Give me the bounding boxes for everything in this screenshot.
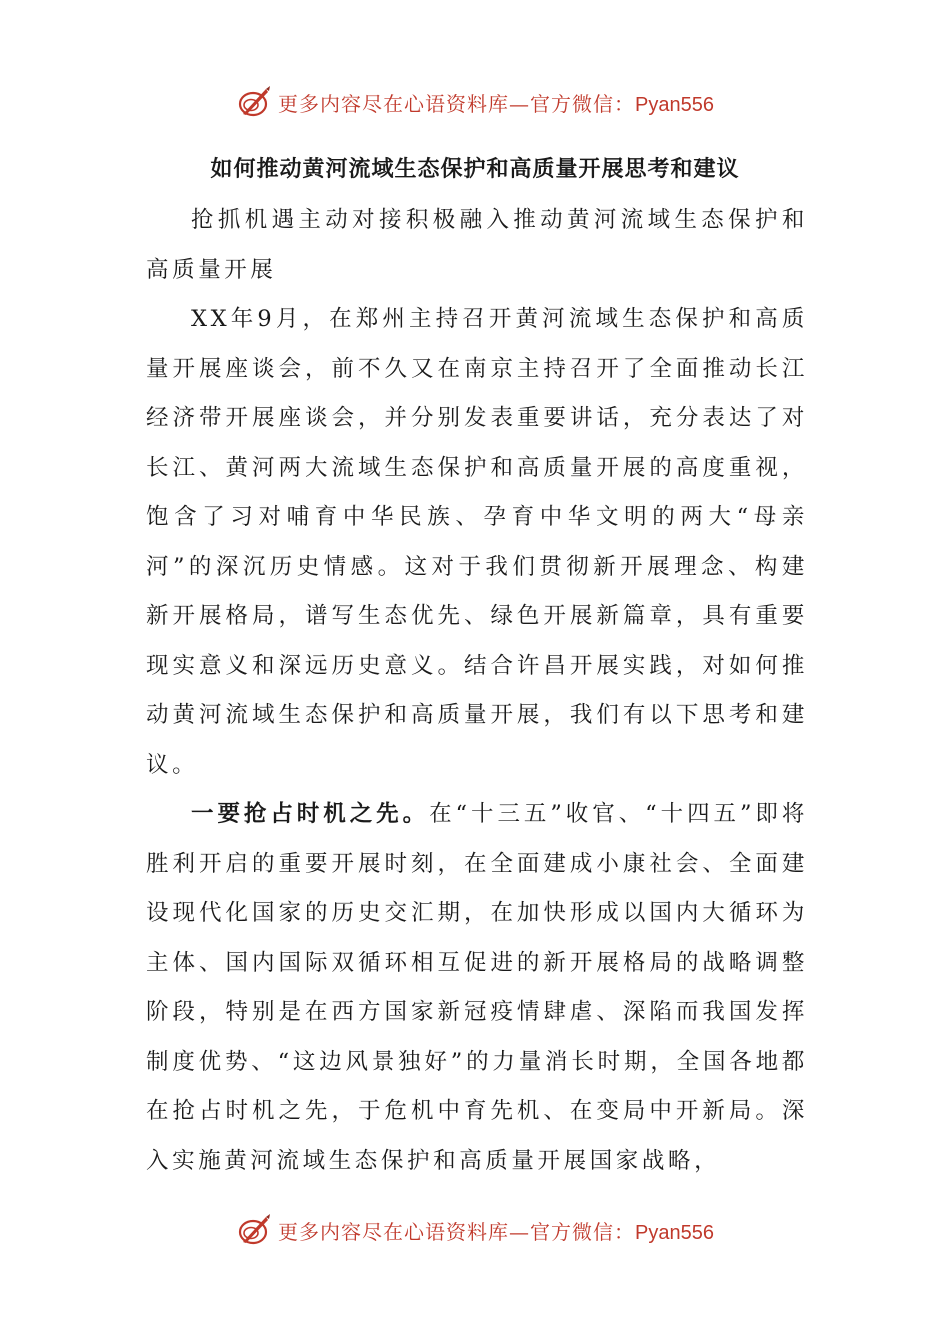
paragraph-point-one — [146, 790, 808, 1186]
quill-pen-logo-icon — [236, 84, 272, 120]
document-body — [146, 196, 808, 1186]
paragraph-intro: XX年9月，在郑州主持召开黄河流域生态保护和高质量开展座谈会，前不久又在南京主持召开了全面推动长江经济带开展座谈会，并分别发表重要讲话，充分表达了对长江、黄河两大流域生态保护和高质量开展的高度重视，饱含了习对哺育中华民族、孕育中华文明的两大“母亲河”的深沉历史情感。这对于我们贯彻新开展理念、构建新开展格局，谱写生态优先、绿色开展新篇章，具有重要现实意义和深远历史意义。结合许昌开展实践，对如何推动黄河流域生态保护和高质量开展，我们有以下思考和建议。 — [146, 306, 808, 778]
document-subtitle: 抢抓机遇主动对接积极融入推动黄河流域生态保护和高质量开展 — [146, 207, 808, 283]
header-banner-wechat-id: Pyan556 — [635, 93, 714, 116]
footer-banner-text — [278, 1216, 714, 1245]
header-banner-text — [278, 88, 714, 117]
quill-pen-logo-icon — [236, 1212, 272, 1248]
paragraph-point-one-lead: 一要抢占时机之先。 — [191, 801, 430, 827]
footer-banner-wechat-id: Pyan556 — [635, 1221, 714, 1244]
header-banner — [0, 80, 950, 124]
footer-banner — [0, 1208, 950, 1252]
document-title: 如何推动黄河流域生态保护和高质量开展思考和建议 — [210, 157, 740, 182]
header-banner-cn: 更多内容尽在心语资料库—官方微信： — [278, 91, 636, 116]
paragraph-point-one-body: 在“十三五”收官、“十四五”即将胜利开启的重要开展时刻，在全面建成小康社会、全面建设现代化国家的历史交汇期，在加快形成以国内大循环为主体、国内国际双循环相互促进的新开展格局的战略调整阶段，特别是在西方国家新冠疫情肆虐、深陷而我国发挥制度优势、“这边风景独好”的力量消长时期，全国各地都在抢占时机之先，于危机中育先机、在变局中开新局。深入实施黄河流域生态保护和高质量开展国家战略， — [146, 801, 808, 1174]
footer-banner-cn: 更多内容尽在心语资料库—官方微信： — [278, 1219, 636, 1244]
